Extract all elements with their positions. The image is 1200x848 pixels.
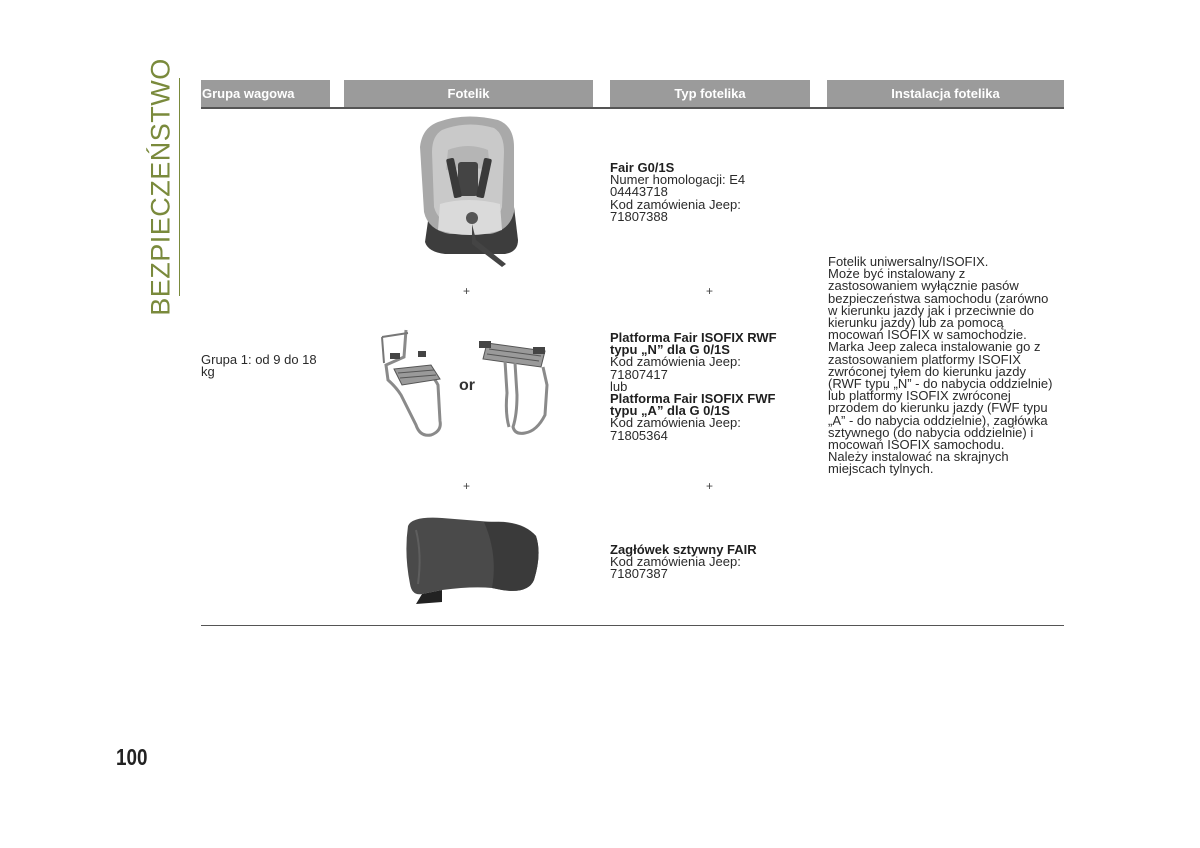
installation-description: Fotelik uniwersalny/ISOFIX. Może być instalowany z zastosowaniem wyłącznie pasów bezpieczeństwa samochodu (zarówno w kierunku jazdy jak i przeciwnie do kierunku jazdy) lub za pomocą mocowań ISOFIX w samochodzie. Marka Jeep zaleca instalowanie go z zastosowaniem platformy ISOFIX zwróconej tyłem do kierunku jazdy (RWF typu „N” - do nabycia oddzielnie) lub platformy ISOFIX zwróconej przodem do kierunku jazdy (FWF typu „A” - do nabycia oddzielnie), zagłówka sztywnego (do nabycia oddzielnie) i mocowań ISOFIX samochodu. Należy instalować na skrajnych miejscach tylnych. bbox=[828, 254, 1053, 477]
header-rule bbox=[201, 107, 1064, 109]
header-weight-group: Grupa wagowa bbox=[201, 80, 330, 107]
seat-description: Fair G0/1S Numer homologacji: E4 04443718 Kod zamówienia Jeep: 71807388 bbox=[610, 160, 746, 224]
isofix-platform-rwf-image bbox=[376, 325, 451, 440]
header-seat-type: Typ fotelika bbox=[610, 80, 810, 107]
headrest-description: Zagłówek sztywny FAIR Kod zamówienia Jeep: 71807387 bbox=[610, 542, 757, 582]
plus-sign: + bbox=[463, 479, 471, 493]
page-number: 100 bbox=[116, 744, 148, 770]
table-bottom-rule bbox=[201, 625, 1064, 626]
plus-sign: + bbox=[706, 284, 714, 298]
or-label: or bbox=[459, 377, 475, 394]
child-seat-image bbox=[410, 112, 525, 272]
header-seat: Fotelik bbox=[344, 80, 593, 107]
plus-sign: + bbox=[463, 284, 471, 298]
section-title: BEZPIECZEŃSTWO bbox=[143, 78, 180, 296]
header-installation: Instalacja fotelika bbox=[827, 80, 1064, 107]
isofix-platform-fwf-image bbox=[475, 335, 555, 440]
plus-sign: + bbox=[706, 479, 714, 493]
headrest-image bbox=[402, 514, 542, 606]
weight-group-cell: Grupa 1: od 9 do 18 kg bbox=[201, 352, 317, 380]
platform-description: Platforma Fair ISOFIX RWF typu „N” dla G 0/1S Kod zamówienia Jeep: 71807417 lub Platforma Fair ISOFIX FWF typu „A” dla G 0/1S Kod zamówienia Jeep: 71805364 bbox=[610, 330, 777, 443]
